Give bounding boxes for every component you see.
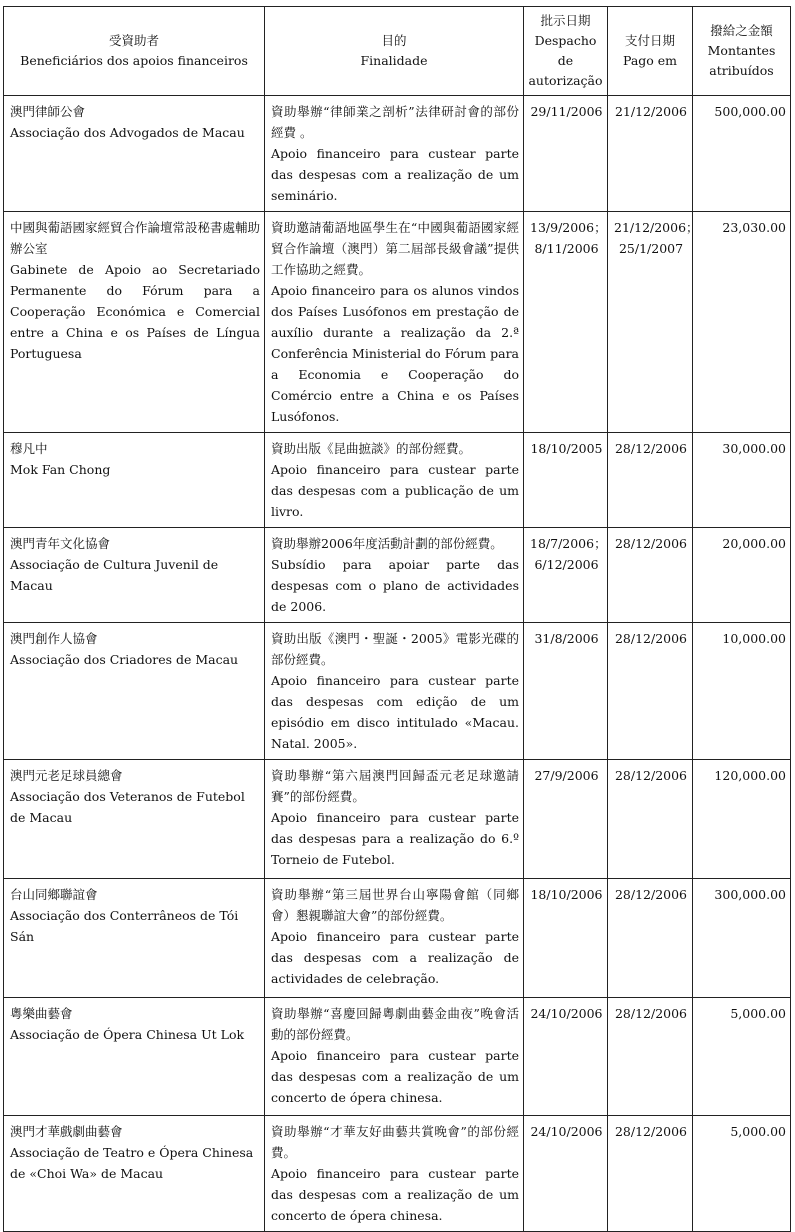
payment-date: 28/12/2006 bbox=[614, 1006, 688, 1021]
header-beneficiary-zh: 受資助者 bbox=[108, 33, 159, 48]
authorization-date: 13/9/2006； bbox=[530, 220, 607, 235]
table-row bbox=[4, 96, 791, 212]
authorization-date-cell bbox=[524, 528, 608, 623]
header-auth-pt-line1: Despacho de bbox=[534, 33, 597, 68]
amount-cell bbox=[693, 528, 791, 623]
payment-date: 28/12/2006 bbox=[614, 631, 688, 646]
payment-date-cell bbox=[608, 433, 693, 528]
purpose-pt: Apoio financeiro para custear parte das despesas com a realização de actividades de celebração. bbox=[271, 929, 519, 986]
payment-date-cell bbox=[608, 998, 693, 1116]
payment-date: 21/12/2006； bbox=[614, 220, 699, 235]
authorization-date: 24/10/2006 bbox=[530, 1006, 603, 1021]
beneficiary-cell bbox=[4, 1116, 265, 1232]
table-header bbox=[4, 7, 791, 96]
beneficiary-name-pt: Associação de Ópera Chinesa Ut Lok bbox=[10, 1027, 245, 1042]
amount-value: 5,000.00 bbox=[730, 1006, 786, 1021]
beneficiary-name-zh: 澳門才華戲劇曲藝會 bbox=[10, 1124, 123, 1139]
beneficiary-name-zh: 澳門律師公會 bbox=[10, 104, 86, 119]
authorization-date-cell bbox=[524, 212, 608, 433]
purpose-cell bbox=[265, 1116, 524, 1232]
table-row bbox=[4, 1116, 791, 1232]
beneficiary-name-pt: Gabinete de Apoio ao Secretariado Permanente do Fórum para a Cooperação Económica e Comercial entre a China e os Países de Língua Portuguesa bbox=[10, 262, 260, 361]
beneficiary-name-zh: 穆凡中 bbox=[10, 441, 48, 456]
purpose-cell bbox=[265, 96, 524, 212]
beneficiary-cell bbox=[4, 96, 265, 212]
beneficiary-name-zh: 粵樂曲藝會 bbox=[10, 1006, 73, 1021]
header-amount bbox=[693, 7, 791, 96]
header-purpose bbox=[265, 7, 524, 96]
purpose-pt: Apoio financeiro para os alunos vindos dos Países Lusófonos em prestação de auxílio durante a realização da 2.ª Conferência Ministerial do Fórum para a Economia e Cooperação do Comércio entre a China e os Países Lusófonos. bbox=[271, 283, 519, 424]
purpose-zh: 資助舉辦“第六屆澳門回歸盃元老足球邀請賽”的部份經費。 bbox=[271, 768, 519, 804]
amount-value: 30,000.00 bbox=[722, 441, 786, 456]
payment-date-cell bbox=[608, 1116, 693, 1232]
beneficiary-name-zh: 澳門元老足球員總會 bbox=[10, 768, 123, 783]
purpose-pt: Apoio financeiro para custear parte das despesas com a realização de um concerto de ópera chinesa. bbox=[271, 1048, 519, 1105]
amount-value: 120,000.00 bbox=[714, 768, 786, 783]
beneficiary-name-zh: 澳門創作人協會 bbox=[10, 631, 98, 646]
payment-date-cell bbox=[608, 760, 693, 879]
purpose-zh: 資助出版《昆曲摭談》的部份經費。 bbox=[271, 441, 472, 456]
authorization-date: 8/11/2006 bbox=[534, 241, 599, 256]
amount-cell bbox=[693, 998, 791, 1116]
amount-cell bbox=[693, 1116, 791, 1232]
purpose-pt: Apoio financeiro para custear parte das despesas com edição de um episódio em disco intitulado «Macau. Natal. 2005». bbox=[271, 673, 519, 751]
authorization-date: 29/11/2006 bbox=[530, 104, 603, 119]
amount-cell bbox=[693, 96, 791, 212]
header-beneficiary-pt: Beneficiários dos apoios financeiros bbox=[20, 53, 248, 68]
header-paid-pt: Pago em bbox=[622, 53, 678, 68]
purpose-pt: Subsídio para apoiar parte das despesas com o plano de actividades de 2006. bbox=[271, 557, 519, 614]
purpose-cell bbox=[265, 433, 524, 528]
amount-value: 500,000.00 bbox=[714, 104, 786, 119]
header-purpose-pt: Finalidade bbox=[360, 53, 428, 68]
payment-date-cell bbox=[608, 623, 693, 760]
table-row bbox=[4, 760, 791, 879]
authorization-date-cell bbox=[524, 760, 608, 879]
beneficiary-cell bbox=[4, 212, 265, 433]
authorization-date: 24/10/2006 bbox=[530, 1124, 603, 1139]
header-amount-zh: 撥給之金額 bbox=[710, 23, 773, 38]
amount-cell bbox=[693, 760, 791, 879]
payment-date: 25/1/2007 bbox=[618, 241, 684, 256]
authorization-date-cell bbox=[524, 96, 608, 212]
beneficiary-cell bbox=[4, 879, 265, 998]
beneficiary-name-zh: 澳門青年文化協會 bbox=[10, 536, 111, 551]
amount-value: 10,000.00 bbox=[722, 631, 786, 646]
payment-date: 28/12/2006 bbox=[614, 536, 688, 551]
beneficiary-name-pt: Associação dos Criadores de Macau bbox=[10, 652, 239, 667]
purpose-cell bbox=[265, 998, 524, 1116]
table-row bbox=[4, 879, 791, 998]
table-row bbox=[4, 623, 791, 760]
authorization-date: 18/7/2006； bbox=[530, 536, 607, 551]
header-row bbox=[4, 7, 791, 96]
payment-date: 21/12/2006 bbox=[614, 104, 688, 119]
purpose-cell bbox=[265, 760, 524, 879]
beneficiary-cell bbox=[4, 433, 265, 528]
purpose-zh: 資助邀請葡語地區學生在“中國與葡語國家經貿合作論壇（澳門）第二屆部長級會議”提供工作協助之經費。 bbox=[271, 220, 519, 277]
table-row bbox=[4, 433, 791, 528]
purpose-zh: 資助出版《澳門・聖誕・2005》電影光碟的部份經費。 bbox=[271, 631, 519, 667]
grants-table bbox=[3, 6, 791, 1232]
header-paid-zh: 支付日期 bbox=[624, 33, 675, 48]
authorization-date: 18/10/2005 bbox=[530, 441, 603, 456]
authorization-date-cell bbox=[524, 623, 608, 760]
header-payment-date bbox=[608, 7, 693, 96]
purpose-zh: 資助舉辦2006年度活動計劃的部份經費。 bbox=[271, 536, 503, 551]
purpose-pt: Apoio financeiro para custear parte das despesas com a publicação de um livro. bbox=[271, 462, 519, 519]
header-authorization-date bbox=[524, 7, 608, 96]
purpose-zh: 資助舉辦“喜慶回歸粵劇曲藝金曲夜”晚會活動的部份經費。 bbox=[271, 1006, 519, 1042]
payment-date-cell bbox=[608, 212, 699, 433]
payment-date: 28/12/2006 bbox=[614, 441, 688, 456]
beneficiary-cell bbox=[4, 623, 265, 760]
purpose-cell bbox=[265, 212, 524, 433]
purpose-zh: 資助舉辦“律師業之剖析”法律研討會的部份經費 。 bbox=[271, 104, 519, 140]
purpose-pt: Apoio financeiro para custear parte das despesas com a realização de um seminário. bbox=[271, 146, 519, 203]
amount-cell bbox=[693, 433, 791, 528]
amount-value: 5,000.00 bbox=[730, 1124, 786, 1139]
purpose-pt: Apoio financeiro para custear parte das despesas com a realização de um concerto de ópera chinesa. bbox=[271, 1166, 519, 1223]
beneficiary-name-pt: Associação dos Conterrâneos de Tói Sán bbox=[10, 908, 239, 944]
table-row bbox=[4, 528, 791, 623]
amount-cell bbox=[693, 212, 791, 433]
beneficiary-name-pt: Associação dos Veteranos de Futebol de Macau bbox=[10, 789, 245, 825]
amount-value: 20,000.00 bbox=[722, 536, 786, 551]
header-auth-zh: 批示日期 bbox=[540, 13, 591, 28]
purpose-cell bbox=[265, 528, 524, 623]
payment-date-cell bbox=[608, 96, 693, 212]
purpose-cell bbox=[265, 623, 524, 760]
amount-value: 23,030.00 bbox=[722, 220, 786, 235]
table-body bbox=[4, 96, 791, 1232]
header-purpose-zh: 目的 bbox=[381, 33, 407, 48]
amount-value: 300,000.00 bbox=[714, 887, 786, 902]
purpose-zh: 資助舉辦“才華友好曲藝共賞晚會”的部份經費。 bbox=[271, 1124, 519, 1160]
header-amount-pt-line2: atribuídos bbox=[709, 63, 774, 78]
header-amount-pt-line1: Montantes bbox=[707, 43, 776, 58]
table-row bbox=[4, 212, 791, 433]
purpose-pt: Apoio financeiro para custear parte das despesas para a realização do 6.º Torneio de Futebol. bbox=[271, 810, 519, 867]
authorization-date-cell bbox=[524, 433, 608, 528]
beneficiary-name-pt: Associação de Teatro e Ópera Chinesa de «Choi Wa» de Macau bbox=[10, 1145, 254, 1181]
beneficiary-name-pt: Associação de Cultura Juvenil de Macau bbox=[10, 557, 219, 593]
beneficiary-cell bbox=[4, 528, 265, 623]
authorization-date-cell bbox=[524, 1116, 608, 1232]
amount-cell bbox=[693, 623, 791, 760]
beneficiary-name-pt: Mok Fan Chong bbox=[10, 462, 111, 477]
beneficiary-name-zh: 台山同鄉聯誼會 bbox=[10, 887, 98, 902]
beneficiary-cell bbox=[4, 998, 265, 1116]
payment-date: 28/12/2006 bbox=[614, 1124, 688, 1139]
payment-date-cell bbox=[608, 528, 693, 623]
amount-cell bbox=[693, 879, 791, 998]
payment-date: 28/12/2006 bbox=[614, 887, 688, 902]
beneficiary-name-zh: 中國與葡語國家經貿合作論壇常設秘書處輔助辦公室 bbox=[10, 220, 261, 256]
authorization-date: 6/12/2006 bbox=[534, 557, 599, 572]
authorization-date: 18/10/2006 bbox=[530, 887, 603, 902]
purpose-cell bbox=[265, 879, 524, 998]
authorization-date: 31/8/2006 bbox=[534, 631, 599, 646]
header-auth-pt-line2: autorização bbox=[528, 73, 603, 88]
payment-date-cell bbox=[608, 879, 693, 998]
purpose-zh: 資助舉辦“第三屆世界台山寧陽會館（同鄉會）懇親聯誼大會”的部份經費。 bbox=[271, 887, 519, 923]
table-row bbox=[4, 998, 791, 1116]
authorization-date-cell bbox=[524, 998, 608, 1116]
beneficiary-cell bbox=[4, 760, 265, 879]
payment-date: 28/12/2006 bbox=[614, 768, 688, 783]
authorization-date: 27/9/2006 bbox=[534, 768, 599, 783]
authorization-date-cell bbox=[524, 879, 608, 998]
beneficiary-name-pt: Associação dos Advogados de Macau bbox=[10, 125, 245, 140]
header-beneficiary bbox=[4, 7, 265, 96]
